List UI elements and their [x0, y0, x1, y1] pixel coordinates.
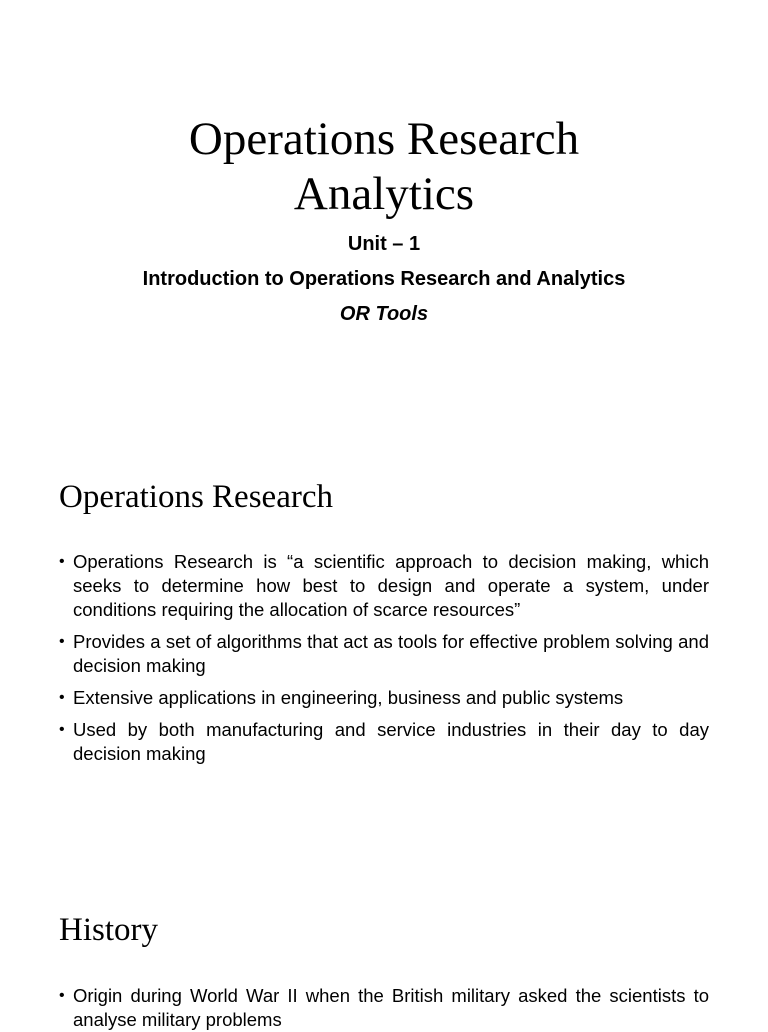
bullet-icon: • — [59, 721, 65, 738]
bullet-text: Origin during World War II when the British military asked the scientists to analyse military problems — [73, 985, 709, 1030]
title-slide — [0, 0, 768, 400]
bullet-icon: • — [59, 987, 65, 1004]
operations-research-heading: Operations Research — [59, 479, 333, 515]
history-bullet-list — [59, 984, 709, 1032]
bullet-text: Used by both manufacturing and service industries in their day to day decision making — [73, 719, 709, 764]
bullet-text: Provides a set of algorithms that act as tools for effective problem solving and decision making — [73, 631, 709, 676]
list-item — [59, 718, 709, 766]
slide-title — [0, 112, 768, 222]
list-item — [59, 686, 709, 710]
bullet-icon: • — [59, 689, 65, 706]
bullet-icon: • — [59, 553, 65, 570]
operations-research-bullet-list — [59, 550, 709, 766]
list-item — [59, 630, 709, 678]
tools-subtitle: OR Tools — [339, 303, 429, 325]
bullet-text: Operations Research is “a scientific approach to decision making, which seeks to determine how best to design and operate a system, under conditions requiring the allocation of scarce resources” — [73, 551, 709, 620]
introduction-subtitle: Introduction to Operations Research and Analytics — [142, 268, 626, 290]
list-item — [59, 984, 709, 1032]
list-item — [59, 550, 709, 622]
title-line-2: Analytics — [293, 168, 475, 220]
unit-label: Unit – 1 — [347, 233, 421, 255]
title-line-1: Operations Research — [188, 113, 580, 165]
bullet-icon: • — [59, 633, 65, 650]
history-heading: History — [59, 912, 158, 948]
bullet-text: Extensive applications in engineering, business and public systems — [73, 687, 624, 708]
